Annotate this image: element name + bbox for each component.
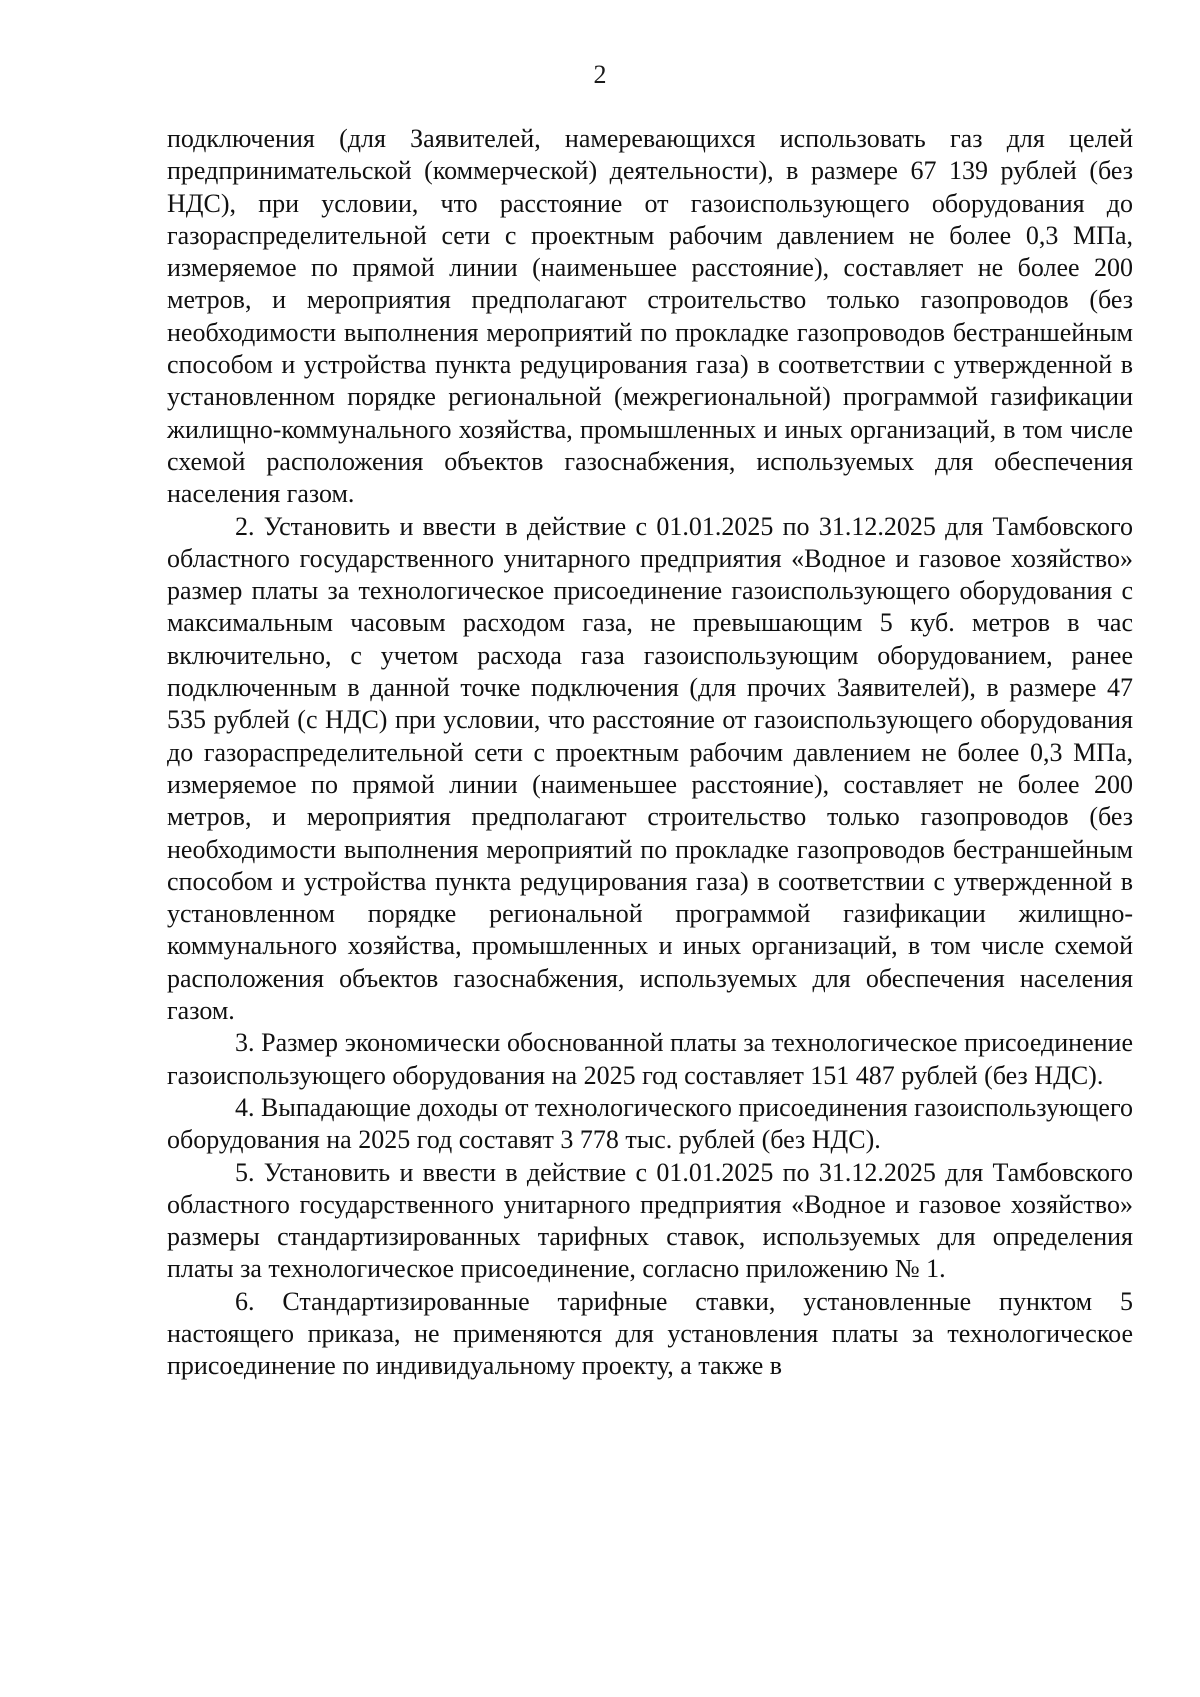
paragraph-item-5: 5. Установить и ввести в действие с 01.01.2025 по 31.12.2025 для Тамбовского областного государственного унитарного предприятия «Водное и газовое хозяйство» размеры стандартизированных тарифных ставок, используемых для определения платы за технологическое присоединение, согласно приложению № 1. <box>167 1157 1133 1284</box>
page-number: 2 <box>593 60 607 89</box>
paragraph-item-4: 4. Выпадающие доходы от технологического присоединения газоиспользующего оборудования на 2025 год составят 3 778 тыс. рублей (без НДС). <box>167 1092 1133 1155</box>
paragraph-item-6: 6. Стандартизированные тарифные ставки, установленные пунктом 5 настоящего приказа, не применяются для установления платы за технологическое присоединение по индивидуальному проекту, а также в <box>167 1286 1133 1381</box>
paragraph-continuation: подключения (для Заявителей, намеревающихся использовать газ для целей предпринимательской (коммерческой) деятельности), в размере 67 139 рублей (без НДС), при условии, что расстояние от газоиспользующего оборудования до газораспределительной сети с проектным рабочим давлением не более 0,3 МПа, измеряемое по прямой линии (наименьшее расстояние), составляет не более 200 метров, и мероприятия предполагают строительство только газопроводов (без необходимости выполнения мероприятий по прокладке газопроводов бестраншейным способом и устройства пункта редуцирования газа) в соответствии с утвержденной в установленном порядке региональной (межрегиональной) программой газификации жилищно-коммунального хозяйства, промышленных и иных организаций, в том числе схемой расположения объектов газоснабжения, используемых для обеспечения населения газом. <box>167 124 1133 509</box>
document-body <box>167 123 1133 1383</box>
paragraph-item-2: 2. Установить и ввести в действие с 01.01.2025 по 31.12.2025 для Тамбовского областного государственного унитарного предприятия «Водное и газовое хозяйство» размер платы за технологическое присоединение газоиспользующего оборудования с максимальным часовым расходом газа, не превышающим 5 куб. метров в час включительно, с учетом расхода газа газоиспользующим оборудованием, ранее подключенным в данной точке подключения (для прочих Заявителей), в размере 47 535 рублей (с НДС) при условии, что расстояние от газоиспользующего оборудования до газораспределительной сети с проектным рабочим давлением не более 0,3 МПа, измеряемое по прямой линии (наименьшее расстояние), составляет не более 200 метров, и мероприятия предполагают строительство только газопроводов (без необходимости выполнения мероприятий по прокладке газопроводов бестраншейным способом и устройства пункта редуцирования газа) в соответствии с утвержденной в установленном порядке региональной программой газификации жилищно-коммунального хозяйства, промышленных и иных организаций, в том числе схемой расположения объектов газоснабжения, используемых для обеспечения населения газом. <box>167 511 1133 1026</box>
paragraph-item-3: 3. Размер экономически обоснованной платы за технологическое присоединение газоиспользующего оборудования на 2025 год составляет 151 487 рублей (без НДС). <box>167 1028 1133 1090</box>
